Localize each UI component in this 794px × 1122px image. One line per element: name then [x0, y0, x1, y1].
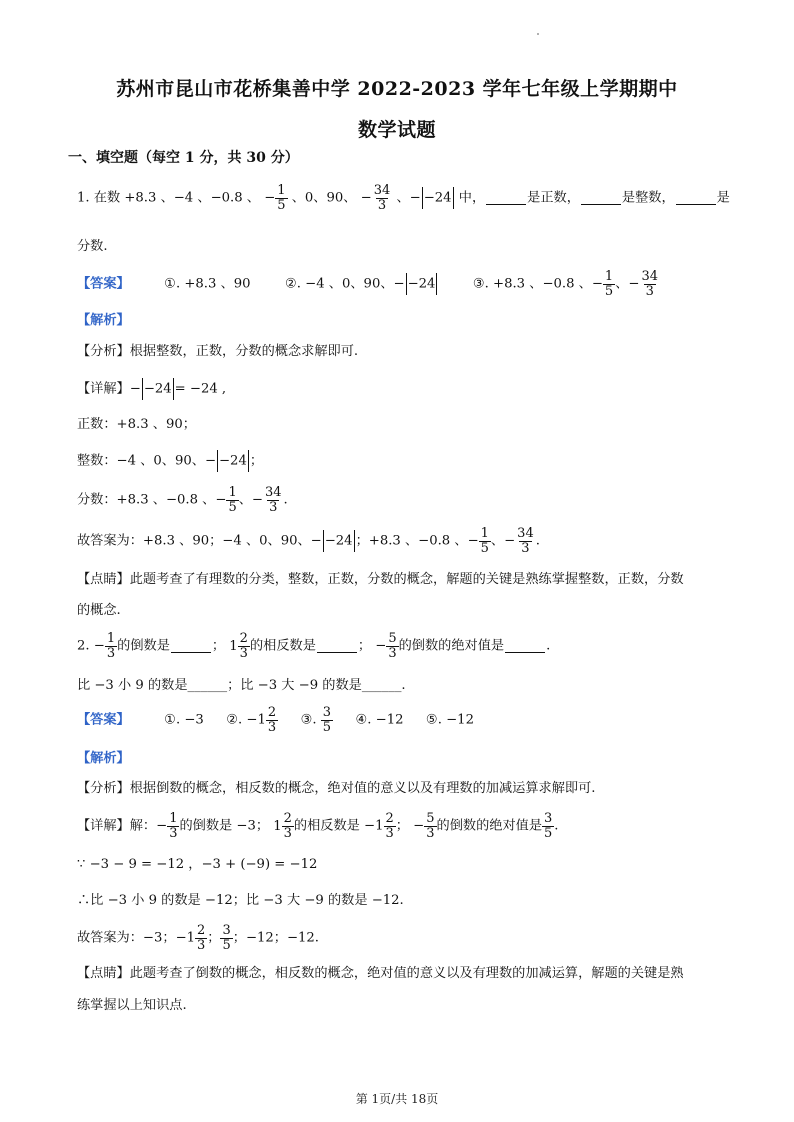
- answer-blank: [317, 640, 357, 653]
- section-heading: 一、填空题（每空 1 分，共 30 分）: [68, 150, 299, 166]
- guda-line-2: 故答案为：−3；−1 $\frac{2}{3}$ ； $\frac{3}{5}$ ；−12；−12.: [77, 923, 319, 953]
- page-footer: 第 1页/共 18页: [355, 1092, 439, 1106]
- dianjing-line: 【点睛】此题考查了有理数的分类，整数，正数，分数的概念，解题的关键是熟练掌握整数，正数，分数: [77, 572, 684, 587]
- xiangjie-line: 【详解】− −24 = −24 ,: [77, 378, 226, 400]
- question-1-cont: 分数.: [77, 239, 108, 254]
- question-2-cont: 比 −3 小 9 的数是______；比 −3 大 −9 的数是______.: [77, 678, 406, 693]
- dianjing-line-3: 【点睛】此题考查了倒数的概念，相反数的概念，绝对值的意义以及有理数的加减运算，解题的关键是熟: [77, 966, 684, 981]
- answer-blank: [505, 640, 545, 653]
- answer-line-2: 【答案】 ①. −3 ②. −1 $\frac{2}{3}$ ③. $\frac{3}{5}$ ④. −12 ⑤. −12: [77, 705, 474, 735]
- fenshu-line: 分数：+8.3 、−0.8 、− $\frac{1}{5}$ 、− $\frac{34}{3}$ .: [77, 485, 288, 515]
- dianjing-line-4: 练掌握以上知识点.: [77, 998, 187, 1013]
- fraction: $\frac{34}{3}$: [373, 183, 391, 213]
- answer-tag: 【答案】: [77, 712, 130, 728]
- page-subtitle: 数学试题: [357, 119, 436, 141]
- because-line: ∵ −3 − 9 = −12 ，−3 + (−9) = −12: [77, 857, 318, 872]
- xiangjie-line-2: 【详解】解：− $\frac{1}{3}$ 的倒数是 −3； 1 $\frac{2}{3}$ 的相反数是 −1 $\frac{2}{3}$ ； − $\frac{5}{3}$ 的倒数的绝对值是 $\frac{3}{5}$ .: [77, 811, 559, 841]
- page-title: 苏州市昆山市花桥集善中学 2022-2023 学年七年级上学期期中: [116, 78, 678, 100]
- fenxi-line: 【分析】根据整数，正数，分数的概念求解即可.: [77, 344, 359, 359]
- fraction: $\frac{1}{5}$: [277, 183, 286, 213]
- answer-blank: [676, 192, 716, 205]
- answer-tag: 【答案】: [77, 276, 130, 292]
- scan-dot: [537, 33, 539, 35]
- question-1: 1. 在数 +8.3 、−4 、−0.8 、 − $\frac{1}{5}$ 、0、90、 − $\frac{34}{3}$ 、− −24 中， 是正数， 是整数， 是: [77, 183, 730, 213]
- guda-line: 故答案为：+8.3 、90；−4 、0、90、− −24 ；+8.3 、−0.8 、− $\frac{1}{5}$ 、− $\frac{34}{3}$ .: [77, 526, 540, 556]
- answer-blank: [171, 640, 211, 653]
- zheng-line: 正数：+8.3 、90；: [77, 417, 196, 432]
- therefore-line: ∴比 −3 小 9 的数是 −12；比 −3 大 −9 的数是 −12.: [77, 893, 404, 908]
- question-2: 2. − $\frac{1}{3}$ 的倒数是 ； 1 $\frac{2}{3}$ 的相反数是 ； − $\frac{5}{3}$ 的倒数的绝对值是 .: [77, 631, 551, 661]
- answer-line: 【答案】 ①. +8.3 、90 ②. −4 、0、90、− −24 ③. +8.3 、−0.8 、− $\frac{1}{5}$ 、− $\frac{34}{3}$: [77, 269, 658, 299]
- zhengshu-line: 整数：−4 、0、90、− −24 ；: [77, 450, 263, 472]
- analysis-tag-2: 【解析】: [77, 751, 130, 766]
- fenxi-line-2: 【分析】根据倒数的概念，相反数的概念，绝对值的意义以及有理数的加减运算求解即可.: [77, 781, 596, 796]
- dianjing-line-2: 的概念.: [77, 603, 121, 618]
- answer-blank: [581, 192, 621, 205]
- analysis-tag: 【解析】: [77, 313, 130, 328]
- answer-blank: [486, 192, 526, 205]
